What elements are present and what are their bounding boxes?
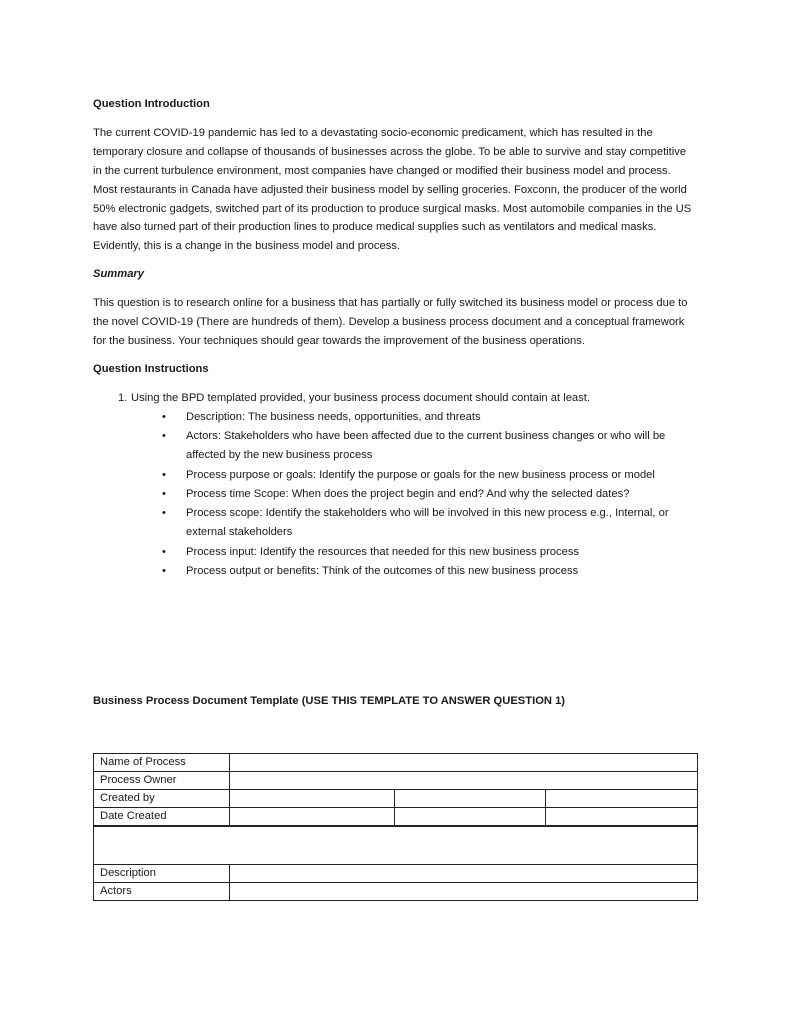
table-row	[94, 772, 698, 790]
table-row	[94, 790, 698, 808]
list-item: • Process time Scope: When does the project begin and end? And why the selected dates?	[93, 485, 697, 504]
bullet-icon: •	[162, 545, 166, 558]
cell-created-by-1[interactable]	[230, 790, 395, 808]
table-row	[94, 883, 698, 901]
bpd-template-table	[93, 753, 698, 901]
cell-description[interactable]	[230, 865, 698, 883]
bullet-icon: •	[162, 429, 166, 442]
cell-actors[interactable]	[230, 883, 698, 901]
template-title: Business Process Document Template (USE THIS TEMPLATE TO ANSWER QUESTION 1)	[93, 695, 566, 707]
table-row	[94, 826, 698, 865]
list-item: • Description: The business needs, opportunities, and threats	[93, 408, 697, 427]
bullet-icon: •	[162, 507, 166, 520]
cell-date-created-2[interactable]	[395, 808, 546, 827]
row-label-name-of-process: Name of Process	[94, 754, 230, 772]
table-row	[94, 808, 698, 827]
row-label-description: Description	[94, 865, 230, 883]
bullet-icon: •	[162, 487, 166, 500]
list-item: • Actors: Stakeholders who have been affected due to the current business changes or who will be affected by the new business process	[93, 427, 697, 466]
instructions-heading: Question Instructions	[93, 362, 209, 375]
summary-heading: Summary	[93, 268, 144, 281]
bullet-icon: •	[162, 565, 166, 578]
cell-name-of-process[interactable]	[230, 754, 698, 772]
bullet-icon: •	[162, 410, 166, 423]
row-label-actors: Actors	[94, 883, 230, 901]
instruction-bullets	[93, 408, 697, 582]
bullet-icon: •	[162, 468, 166, 481]
instruction-item-1	[93, 389, 697, 408]
instruction-text: Using the BPD templated provided, your business process document should contain at least.	[131, 391, 590, 404]
blank-row-cell[interactable]	[94, 826, 698, 865]
list-item: • Process input: Identify the resources that needed for this new business process	[93, 543, 697, 562]
table-row	[94, 754, 698, 772]
intro-heading: Question Introduction	[93, 98, 210, 110]
table-row	[94, 865, 698, 883]
row-label-date-created: Date Created	[94, 808, 230, 827]
document-body	[93, 95, 697, 581]
summary-paragraph: This question is to research online for a business that has partially or fully switched its business model or process due to the novel COVID-19 (There are hundreds of them). Develop a business process document and a conceptual framework for the business. Your techniques should gear towards the improvement of the business operations.	[93, 297, 688, 347]
cell-date-created-1[interactable]	[230, 808, 395, 827]
instruction-number: 1.	[118, 391, 128, 404]
list-item: • Process output or benefits: Think of the outcomes of this new business process	[93, 562, 697, 581]
intro-paragraph: The current COVID-19 pandemic has led to a devastating socio-economic predicament, which has resulted in the temporary closure and collapse of thousands of businesses across the globe. To be able to survive and stay competitive in the current turbulence environment, most companies have changed or modified their business model and process. Most restaurants in Canada have adjusted their business model by selling groceries. Foxconn, the producer of the world 50% electronic gadgets, switched part of its production to produce surgical masks. Most automobile companies in the US have also turned part of their production lines to produce medical supplies such as ventilators and medical masks. Evidently, this is a change in the business model and process.	[93, 126, 692, 253]
list-item: • Process scope: Identify the stakeholders who will be involved in this new process e.g., Internal, or external stakeholders	[93, 504, 697, 543]
cell-created-by-2[interactable]	[395, 790, 546, 808]
cell-created-by-3[interactable]	[546, 790, 698, 808]
list-item: • Process purpose or goals: Identify the purpose or goals for the new business process or model	[93, 466, 697, 485]
row-label-process-owner: Process Owner	[94, 772, 230, 790]
row-label-created-by: Created by	[94, 790, 230, 808]
cell-date-created-3[interactable]	[546, 808, 698, 827]
cell-process-owner[interactable]	[230, 772, 698, 790]
